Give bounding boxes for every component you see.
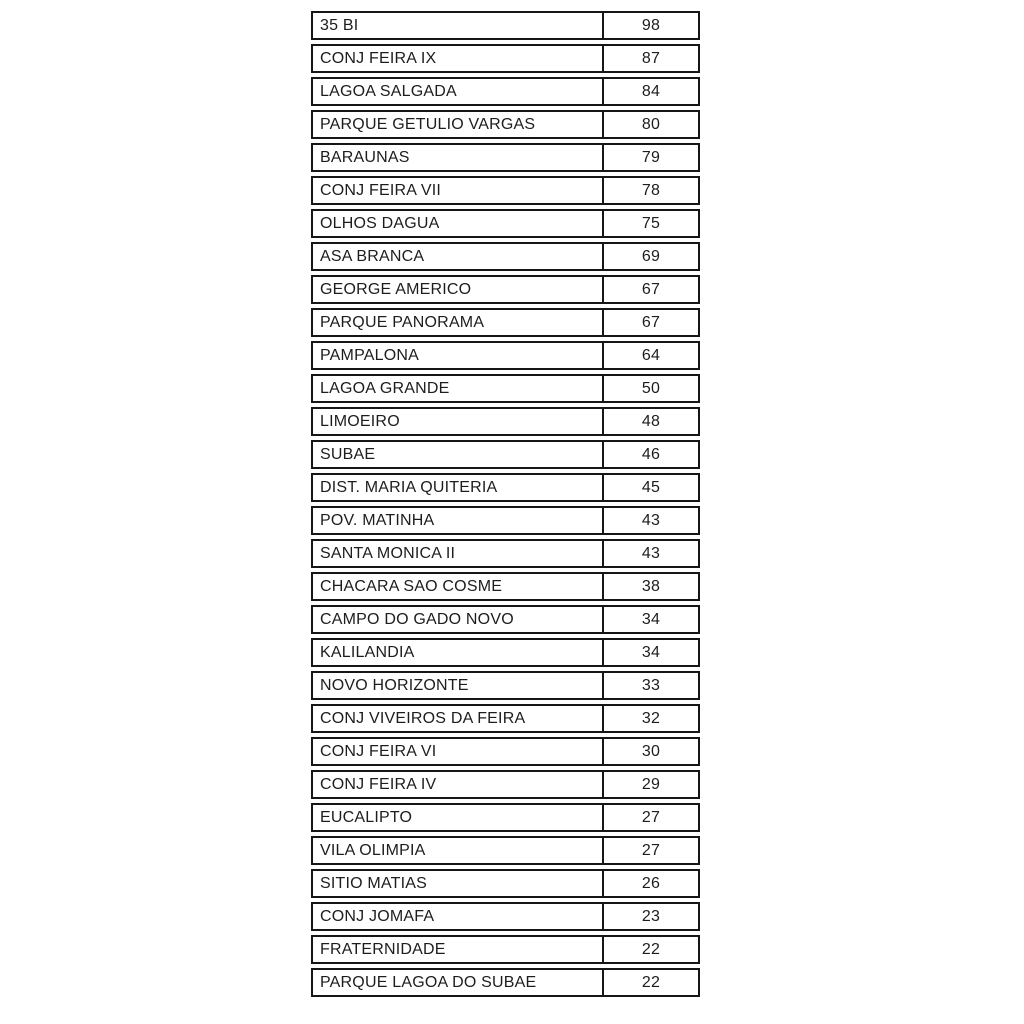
value-cell: 75	[602, 211, 698, 236]
neighborhood-name-cell: OLHOS DAGUA	[320, 214, 440, 232]
value-cell: 79	[602, 145, 698, 170]
table-row	[311, 143, 700, 172]
value-cell: 27	[602, 838, 698, 863]
value-cell: 50	[602, 376, 698, 401]
value-cell: 67	[602, 310, 698, 335]
table-row	[311, 176, 700, 205]
value-cell: 27	[602, 805, 698, 830]
neighborhood-name-cell: LIMOEIRO	[320, 412, 400, 430]
table-row	[311, 506, 700, 535]
table-row	[311, 935, 700, 964]
table-row	[311, 869, 700, 898]
table-row	[311, 737, 700, 766]
value-cell: 32	[602, 706, 698, 731]
value-cell: 87	[602, 46, 698, 71]
value-cell: 67	[602, 277, 698, 302]
neighborhood-name-cell: DIST. MARIA QUITERIA	[320, 478, 498, 496]
table-row	[311, 803, 700, 832]
value-cell: 26	[602, 871, 698, 896]
neighborhood-name-cell: EUCALIPTO	[320, 808, 413, 826]
table-row	[311, 539, 700, 568]
table-row	[311, 275, 700, 304]
table-row	[311, 770, 700, 799]
table-row	[311, 902, 700, 931]
value-cell: 43	[602, 508, 698, 533]
neighborhood-name-cell: LAGOA SALGADA	[320, 82, 457, 100]
table-row	[311, 110, 700, 139]
neighborhood-name-cell: CONJ FEIRA VII	[320, 181, 442, 199]
table-row	[311, 44, 700, 73]
value-cell: 34	[602, 607, 698, 632]
table-row	[311, 440, 700, 469]
table-row	[311, 341, 700, 370]
value-cell: 30	[602, 739, 698, 764]
value-cell: 45	[602, 475, 698, 500]
table-row	[311, 836, 700, 865]
neighborhood-name-cell: FRATERNIDADE	[320, 940, 446, 958]
value-cell: 23	[602, 904, 698, 929]
neighborhood-name-cell: SITIO MATIAS	[320, 874, 428, 892]
neighborhood-name-cell: PARQUE PANORAMA	[320, 313, 485, 331]
value-cell: 80	[602, 112, 698, 137]
value-cell: 84	[602, 79, 698, 104]
neighborhood-name-cell: CONJ FEIRA IV	[320, 775, 437, 793]
neighborhood-name-cell: PARQUE GETULIO VARGAS	[320, 115, 536, 133]
value-cell: 22	[602, 970, 698, 995]
value-cell: 78	[602, 178, 698, 203]
table-row	[311, 77, 700, 106]
table-row	[311, 704, 700, 733]
neighborhood-name-cell: BARAUNAS	[320, 148, 410, 166]
neighborhood-name-cell: NOVO HORIZONTE	[320, 676, 469, 694]
neighborhood-name-cell: ASA BRANCA	[320, 247, 425, 265]
neighborhood-name-cell: CONJ FEIRA IX	[320, 49, 437, 67]
neighborhood-name-cell: SUBAE	[320, 445, 376, 463]
table-row	[311, 242, 700, 271]
neighborhood-name-cell: KALILANDIA	[320, 643, 415, 661]
neighborhood-name-cell: CONJ JOMAFA	[320, 907, 435, 925]
neighborhood-name-cell: 35 BI	[320, 16, 359, 34]
table-row	[311, 968, 700, 997]
neighborhood-name-cell: CONJ VIVEIROS DA FEIRA	[320, 709, 526, 727]
table-row	[311, 308, 700, 337]
neighborhood-name-cell: VILA OLIMPIA	[320, 841, 426, 859]
value-cell: 46	[602, 442, 698, 467]
neighborhood-name-cell: GEORGE AMERICO	[320, 280, 472, 298]
neighborhood-name-cell: SANTA MONICA II	[320, 544, 456, 562]
value-cell: 64	[602, 343, 698, 368]
neighborhood-name-cell: PARQUE LAGOA DO SUBAE	[320, 973, 537, 991]
neighborhood-name-cell: LAGOA GRANDE	[320, 379, 450, 397]
table-row	[311, 407, 700, 436]
value-cell: 29	[602, 772, 698, 797]
table-row	[311, 473, 700, 502]
value-cell: 38	[602, 574, 698, 599]
value-cell: 34	[602, 640, 698, 665]
neighborhood-name-cell: CAMPO DO GADO NOVO	[320, 610, 514, 628]
table-row	[311, 638, 700, 667]
value-cell: 43	[602, 541, 698, 566]
neighborhood-values-table	[311, 11, 700, 1001]
table-row	[311, 572, 700, 601]
value-cell: 98	[602, 13, 698, 38]
table-row	[311, 605, 700, 634]
neighborhood-name-cell: CONJ FEIRA VI	[320, 742, 437, 760]
neighborhood-name-cell: CHACARA SAO COSME	[320, 577, 503, 595]
table-row	[311, 671, 700, 700]
table-row	[311, 374, 700, 403]
table-row	[311, 209, 700, 238]
neighborhood-name-cell: POV. MATINHA	[320, 511, 435, 529]
value-cell: 69	[602, 244, 698, 269]
value-cell: 48	[602, 409, 698, 434]
table-row	[311, 11, 700, 40]
neighborhood-name-cell: PAMPALONA	[320, 346, 420, 364]
value-cell: 22	[602, 937, 698, 962]
value-cell: 33	[602, 673, 698, 698]
